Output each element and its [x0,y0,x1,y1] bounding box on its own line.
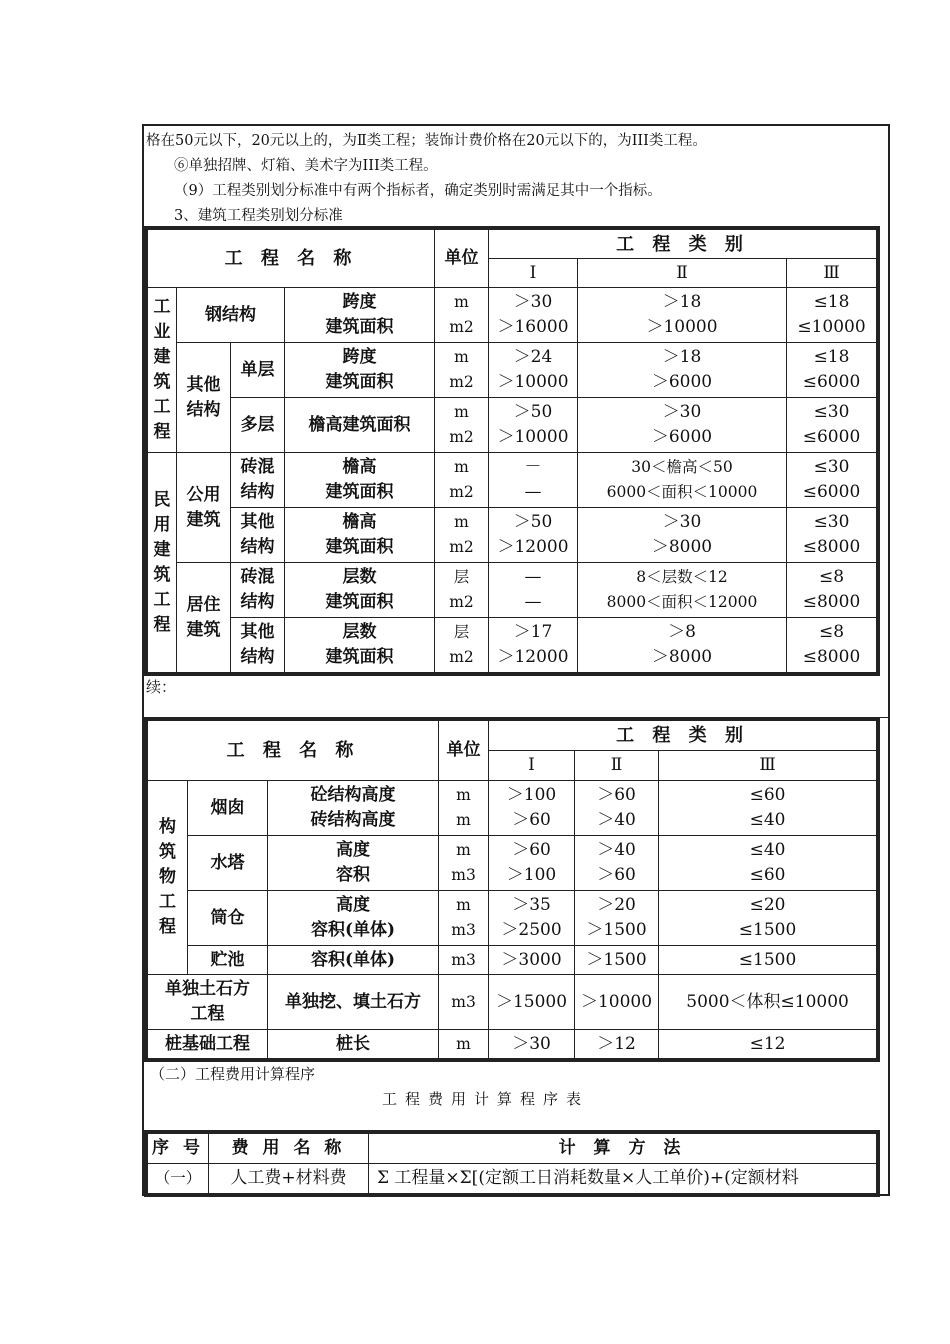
other-structure-residential: 其他结构 [231,618,285,673]
class3-value: ≤40 [749,840,786,860]
class1-value: ＞24 [513,347,553,367]
header-unit: 单位 [435,230,489,288]
silo: 筒仓 [188,891,268,946]
indicator: 层数 [342,622,377,642]
other-structure-public: 其他结构 [231,508,285,563]
indicator: 檐高 [342,457,377,477]
unit: m [456,841,471,859]
header-number: 序 号 [148,1134,209,1164]
class3-value: ≤20 [749,895,786,915]
class2-value: ＞6000 [651,372,713,392]
unit: m [454,403,469,421]
class1-value: ＞15000 [489,975,575,1030]
class3-value: ≤8 [818,567,845,587]
indicator: 桩长 [268,1030,439,1059]
header-method: 计 算 方 法 [369,1134,877,1164]
indicator: 跨度 [342,347,377,367]
unit: m2 [449,648,474,666]
unit: m3 [451,866,476,884]
class2-value: ＞40 [597,810,636,830]
class2-value: 6000＜面积＜10000 [606,483,758,501]
class2-value: ＞12 [575,1030,659,1059]
class1-value: ＞60 [512,810,551,830]
class3-value: ≤30 [813,457,850,477]
header-name: 工 程 名 称 [148,230,435,288]
divider [142,717,890,718]
class1-value: ＞17 [513,622,553,642]
intro-line-3: （9）工程类别划分标准中有两个指标者，确定类别时需满足其中一个指标。 [174,183,662,199]
class3-value: ≤18 [813,347,850,367]
section-heading: （二）工程费用计算程序 [150,1065,316,1083]
class3-value: ≤60 [749,865,786,885]
other-structure: 其他结构 [177,343,231,453]
class2-value: 8000＜面积＜12000 [606,593,758,611]
class3-value: ≤6000 [802,482,861,502]
class3-value: ≤1500 [659,946,877,975]
indicator: 檐高 [342,512,377,532]
class1-value: ＞100 [506,785,557,805]
unit: m2 [449,428,474,446]
indicator: 建筑面积 [325,482,394,502]
row-method: Σ 工程量×Σ[(定额工日消耗数量×人工单价)+(定额材料 [369,1164,877,1194]
group-structures: 构筑物工程 [148,781,188,975]
class2-value: ＞6000 [651,427,713,447]
unit: m [454,458,469,476]
class3-value: ≤8000 [802,647,861,667]
header-category: 工 程 类 别 [489,721,877,751]
indicator: 高度 [336,840,371,860]
class2-value: ＞8000 [651,647,713,667]
class2-value: ＞18 [662,292,702,312]
indicator: 砖结构高度 [310,810,396,830]
unit: 层 [453,568,470,586]
header-class-1: Ⅰ [489,751,575,781]
class1-value: — [524,592,542,612]
header-class-3: Ⅲ [659,751,877,781]
storage-pool: 贮池 [188,946,268,975]
class1-value: ＞10000 [497,372,569,392]
building-category-table [147,229,877,673]
unit: m [456,811,471,829]
class2-value: ＞60 [597,785,636,805]
water-tower: 水塔 [188,836,268,891]
steel-structure: 钢结构 [177,288,285,343]
class2-value: ＞20 [597,895,636,915]
intro-line-4: 3、建筑工程类别划分标准 [174,208,343,224]
indicator: 砼结构高度 [310,785,396,805]
unit: m2 [449,483,474,501]
class3-value: ≤6000 [802,427,861,447]
brick-concrete: 砖混结构 [231,453,285,508]
class2-value: ＞30 [662,402,702,422]
unit: m2 [449,373,474,391]
class3-value: ≤30 [813,512,850,532]
indicator: 建筑面积 [325,592,394,612]
class3-value: ≤1500 [738,920,797,940]
class2-value: ＞30 [662,512,702,532]
class2-value: 8＜层数＜12 [636,568,728,586]
indicator: 单独挖、填土石方 [268,975,439,1030]
header-class-2: Ⅱ [575,751,659,781]
header-class-1: Ⅰ [489,259,578,288]
class2-value: ＞60 [597,865,636,885]
indicator: 层数 [342,567,377,587]
unit: m2 [449,538,474,556]
single-storey: 单层 [231,343,285,398]
row-fee-name: 人工费+材料费 [209,1164,369,1194]
class1-value: — [524,567,542,587]
unit: m2 [449,318,474,336]
residential-building: 居住建筑 [177,563,231,673]
class1-value: ＞50 [513,512,553,532]
indicator: 建筑面积 [325,372,394,392]
indicator: 高度 [336,895,371,915]
table-caption: 工程费用计算程序表 [382,1090,590,1108]
header-class-2: Ⅱ [578,259,787,288]
class1-value: ＞12000 [497,537,569,557]
class2-value: ＞10000 [646,317,718,337]
class1-value: ＞35 [512,895,551,915]
row-number: （一） [148,1164,209,1194]
class3-value: ≤18 [813,292,850,312]
class3-value: ≤8 [818,622,845,642]
unit: m3 [439,946,489,975]
class2-value: ＞40 [597,840,636,860]
class3-value: 5000＜体积≤10000 [659,975,877,1030]
unit: m [456,896,471,914]
class1-value: ＞50 [513,402,553,422]
header-name: 工 程 名 称 [148,721,439,781]
unit: m [439,1030,489,1059]
indicator: 檐高建筑面积 [285,398,435,453]
class3-value: ≤10000 [797,317,866,337]
class1-value: ＞100 [506,865,557,885]
class1-value: ＞60 [512,840,551,860]
class3-value: ≤40 [749,810,786,830]
unit: 层 [453,623,470,641]
brick-concrete: 砖混结构 [231,563,285,618]
class2-value: ＞18 [662,347,702,367]
class1-value: ＞3000 [489,946,575,975]
unit: m [456,786,471,804]
unit: m [454,513,469,531]
cost-procedure-table [147,1133,877,1194]
class2-value: ＞10000 [575,975,659,1030]
class3-value: ≤6000 [802,372,861,392]
class1-value: ＞10000 [497,427,569,447]
structure-category-table [147,720,877,1059]
unit: m2 [449,593,474,611]
indicator: 跨度 [342,292,377,312]
class1-value: ＞2500 [501,920,562,940]
header-class-3: Ⅲ [787,259,877,288]
indicator: 容积(单体) [268,946,439,975]
indicator: 建筑面积 [325,647,394,667]
unit: m3 [439,975,489,1030]
multi-storey: 多层 [231,398,285,453]
class1-value: ＞12000 [497,647,569,667]
class2-value: ＞8 [668,622,696,642]
class1-value: — [524,482,542,502]
class3-value: ≤12 [659,1030,877,1059]
class3-value: ≤60 [749,785,786,805]
group-civil: 民用建筑工程 [148,453,177,673]
class1-value: ＞30 [513,292,553,312]
class2-value: ＞1500 [586,920,647,940]
class1-value: ＞30 [489,1030,575,1059]
class2-value: ＞1500 [575,946,659,975]
class2-value: ＞8000 [651,537,713,557]
pile-foundation-project: 桩基础工程 [148,1030,268,1059]
indicator: 建筑面积 [325,537,394,557]
indicator: 容积(单体) [310,920,396,940]
intro-line-2: ⑥单独招牌、灯箱、美术字为III类工程。 [174,158,438,174]
unit: m [454,348,469,366]
unit: m [454,293,469,311]
earthwork-project: 单独土石方工程 [148,975,268,1030]
class2-value: 30＜檐高＜50 [631,458,733,476]
group-industrial: 工业建筑工程 [148,288,177,453]
chimney: 烟囱 [188,781,268,836]
indicator: 建筑面积 [325,317,394,337]
public-building: 公用建筑 [177,453,231,563]
header-category: 工 程 类 别 [489,230,877,259]
class3-value: ≤8000 [802,537,861,557]
continued-label: 续： [146,678,177,696]
class3-value: ≤8000 [802,592,861,612]
class3-value: ≤30 [813,402,850,422]
class1-value: ＞16000 [497,317,569,337]
unit: m3 [451,921,476,939]
header-unit: 单位 [439,721,489,781]
class1-value: － [524,457,542,477]
intro-line-1: 格在50元以下，20元以上的，为Ⅱ类工程；装饰计费价格在20元以下的，为III类工程。 [146,133,707,149]
header-fee-name: 费 用 名 称 [209,1134,369,1164]
indicator: 容积 [336,865,371,885]
